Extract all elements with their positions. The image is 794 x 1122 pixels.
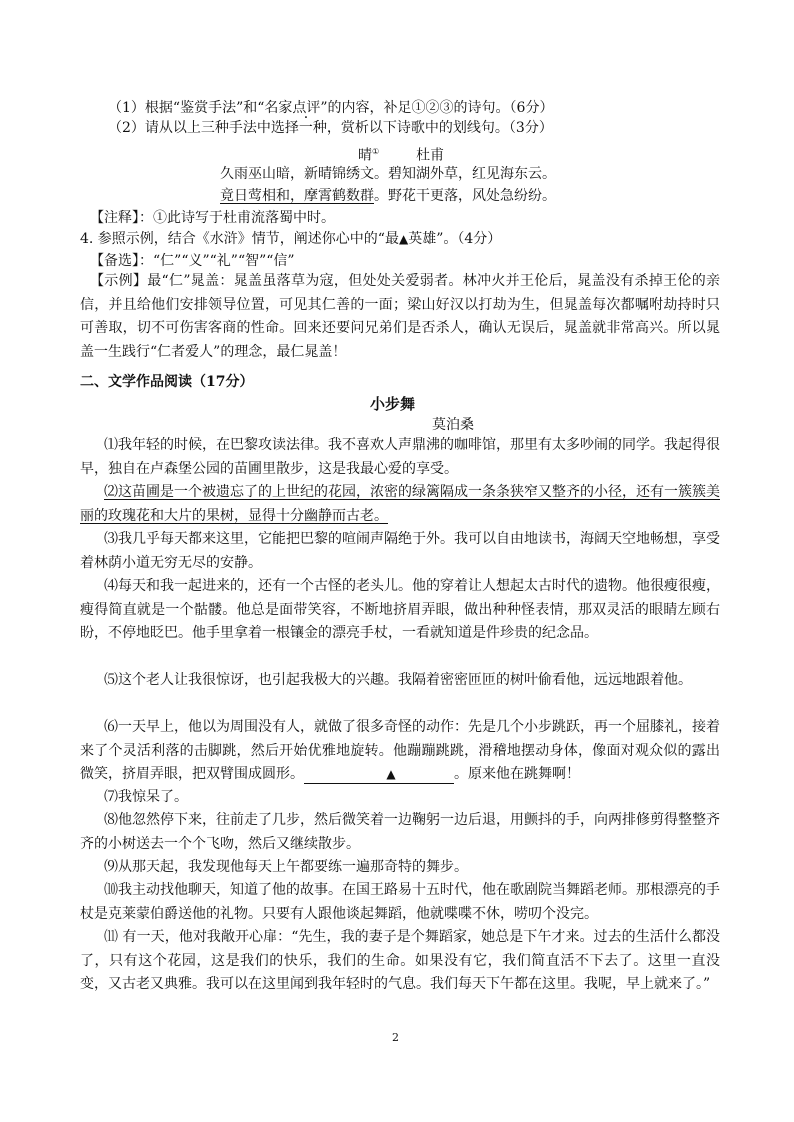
poem-author: 杜甫: [416, 147, 445, 164]
poem-annotation: 【注释】：①此诗写于杜甫流落蜀中时。: [90, 210, 335, 226]
article-author: 莫泊桑: [432, 417, 474, 433]
paragraph-1: ⑴我年轻的时候，在巴黎攻读法律。我不喜欢人声鼎沸的咖啡馆，那里有太多吵闹的同学。我起得很早，独自在卢森堡公园的苗圃里散步，这是我最心爱的享受。: [80, 437, 720, 477]
answer-blank-triangle: ▲: [386, 767, 396, 781]
paragraph-6-text: ⑹一天早上，他以为周围没有人，就做了很多奇怪的动作：先是几个小步跳跃，再一个屈膝礼，接着来了个灵活利落的击脚跳，然后开始优雅地旋转。他蹦蹦跳跳，滑稽地摆动身体，像面对观众似的露出微笑，挤眉弄眼，把双臂围成圆形。: [80, 719, 720, 782]
question-4-example: 【示例】最“仁”晁盖：晁盖虽落草为寇，但处处关爱弱者。林冲火并王伦后，晁盖没有杀掉王伦的亲信，并且给他们安排领导位置，可见其仁善的一面；梁山好汉以打劫为生，但晁盖每次都嘱咐劫持时只可善取，切不可伤害客商的性命。回来还要问兄弟们是否杀人，确认无误后，晁盖就非常高兴。所以晁盖一生践行“仁者爱人”的理念，最仁晁盖！: [80, 273, 720, 360]
question-4-post: 英雄”。（4分）: [408, 231, 502, 247]
paragraph-3: ⑶我几乎每天都来这里，它能把巴黎的喧闹声隔绝于外。我可以自由地读书，海阔天空地畅想，享受着林荫小道无穷无尽的安静。: [80, 531, 720, 571]
question-4: [80, 229, 501, 249]
question-2-emphasis: 一: [298, 120, 313, 136]
poem-title: [358, 142, 444, 166]
question-4-options: 【备选】：“仁”“义”“礼”“智”“信”: [90, 253, 295, 269]
poem-line-2: [220, 186, 556, 206]
paragraph-5: ⑸这个老人让我很惊讶，也引起我极大的兴趣。我隔着密密匝匝的树叶偷看他，远远地跟着他。: [104, 672, 692, 688]
question-2-pre: （2）请从以上三种手法中选择: [108, 120, 299, 136]
question-4-pre: 4. 参照示例，结合《水浒》情节，阐述你心中的“最: [80, 231, 399, 247]
paragraph-6-end: 。原来他在跳舞啊！: [454, 766, 580, 782]
paragraph-2-underlined: ⑵这苗圃是一个被遗忘了的上世纪的花园，浓密的绿篱隔成一条条狭窄又整齐的小径，还有一簇簇美丽的玫瑰花和大片的果树，显得十分幽静而古老。: [80, 484, 720, 524]
poem-underlined-line: 竟日莺相和，摩霄鹤数群: [220, 188, 374, 204]
paragraph-6: [80, 716, 720, 787]
poem-line-2-rest: 。野花干更落，风处急纷纷。: [374, 188, 556, 204]
question-2: [108, 118, 553, 138]
question-1: （1）根据“鉴赏手法”和“名家点评”的内容，补足①②③的诗句。（6分）: [108, 100, 554, 116]
paragraph-11: ⑾ 有一天，他对我敞开心扉：“先生，我的妻子是个舞蹈家，她总是下午才来。过去的生活什么都没了，只有这个花园，这是我们的快乐，我们的生命。如果没有它，我们简直活不下去了。这里一直没变，又古老又典雅。我可以在这里闻到我年轻时的气息。我们每天下午都在这里。我呢，早上就来了。”: [80, 929, 720, 992]
section-heading: 二、文学作品阅读（17分）: [80, 374, 254, 390]
question-2-post: 种，赏析以下诗歌中的划线句。（3分）: [312, 120, 553, 136]
paragraph-4: ⑷每天和我一起进来的，还有一个古怪的老头儿。他的穿着让人想起太古时代的遗物。他很瘦很瘦，瘦得简直就是一个骷髅。他总是面带笑容，不断地挤眉弄眼，做出种种怪表情，那双灵活的眼睛左顾右盼，不停地眨巴。他手里拿着一根镶金的漂亮手杖，一看就知道是件珍贵的纪念品。: [80, 578, 720, 641]
page-number: 2: [392, 1031, 399, 1044]
poem-line-1: 久雨巫山暗，新晴锦绣文。碧知湖外草，红见海东云。: [220, 166, 556, 182]
article-title: 小步舞: [370, 395, 416, 413]
poem-title-text: 晴: [358, 147, 372, 164]
paragraph-9: ⑼从那天起，我发现他每天上午都要练一遍那奇特的舞步。: [104, 859, 468, 875]
answer-blank: [304, 765, 454, 784]
poem-title-note: ①: [372, 147, 380, 156]
paragraph-8: ⑻他忽然停下来，往前走了几步，然后微笑着一边鞠躬一边后退，用颤抖的手，向两排修剪得整整齐齐的小树送去一个个飞吻，然后又继续散步。: [80, 812, 720, 852]
paragraph-10: ⑽我主动找他聊天，知道了他的故事。在国王路易十五时代，他在歌剧院当舞蹈老师。那根漂亮的手杖是克莱蒙伯爵送他的礼物。只要有人跟他谈起舞蹈，他就喋喋不休，唠叨个没完。: [80, 882, 720, 922]
answer-blank-triangle: ▲: [398, 232, 409, 246]
paragraph-7: ⑺我惊呆了。: [104, 789, 188, 805]
